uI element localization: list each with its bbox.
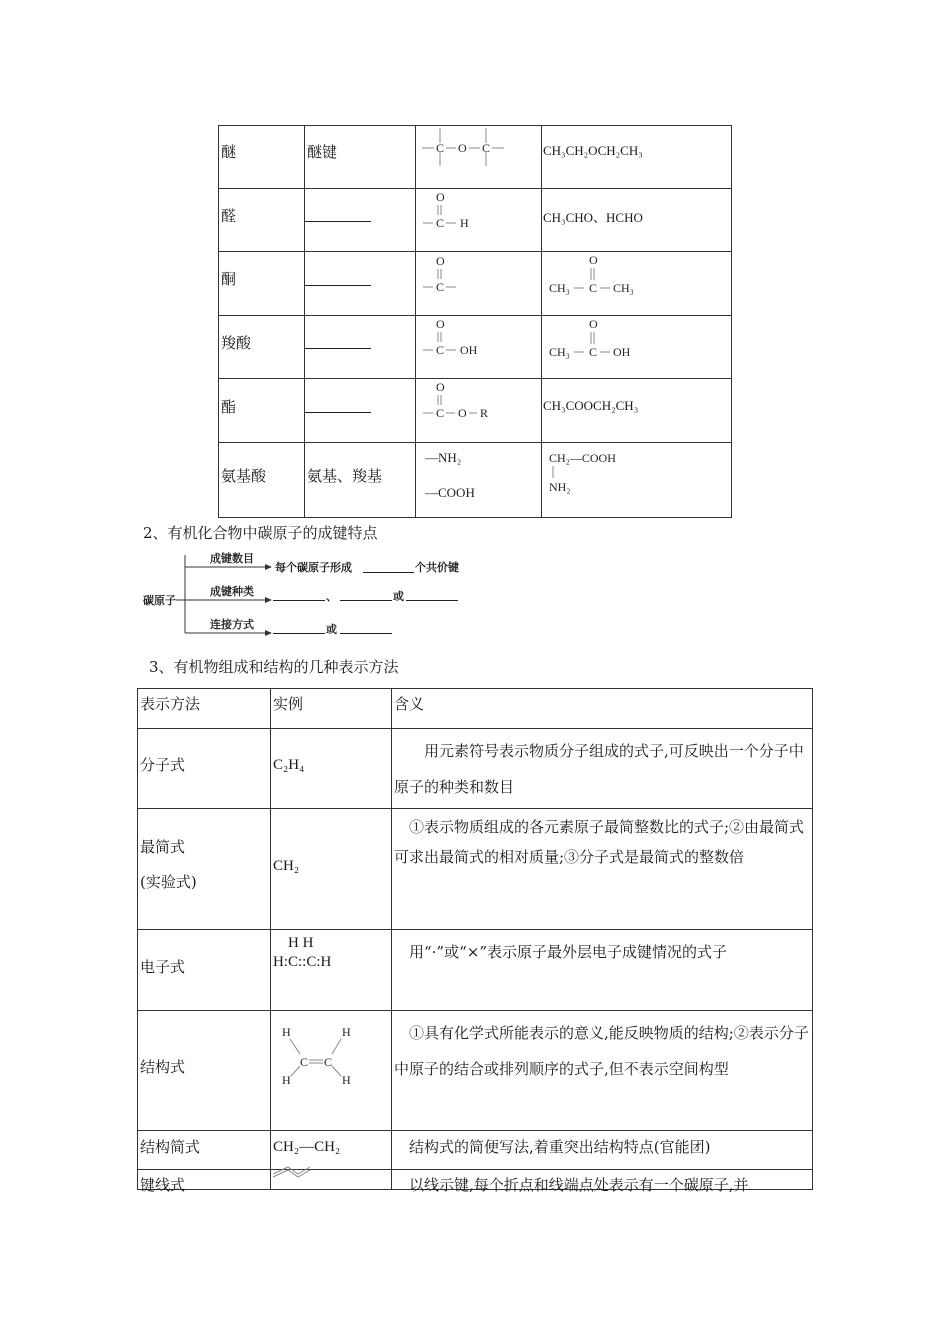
svg-text:C: C	[436, 406, 445, 420]
class-ether: 醚	[221, 143, 237, 161]
carboxyl-formula	[423, 317, 478, 357]
bond-type-label: 成键种类	[210, 585, 254, 598]
bond-count-text: 每个碳原子形成	[275, 561, 352, 574]
svg-text:OH: OH	[460, 343, 478, 357]
method-structural: 结构式	[140, 1058, 186, 1076]
svg-text:H: H	[282, 1073, 291, 1087]
svg-text:OH: OH	[613, 345, 631, 359]
acetone-formula	[549, 253, 634, 295]
example-ester: CH₃COOCH₂CH₃	[543, 398, 639, 413]
svg-text:CH₃: CH₃	[613, 281, 634, 295]
method-molecular: 分子式	[140, 756, 186, 774]
svg-text:C: C	[436, 280, 445, 294]
svg-text:H: H	[282, 1025, 291, 1039]
svg-text:CH₃: CH₃	[549, 345, 570, 359]
bond-count-label: 成键数目	[210, 552, 254, 565]
header-meaning: 含义	[394, 695, 425, 713]
svg-text:C: C	[589, 281, 598, 295]
meaning-molecular: 用元素符号表示物质分子组成的式子,可反映出一个分子中原子的种类和数目	[394, 742, 804, 796]
svg-text:—COOH: —COOH	[425, 485, 475, 500]
method-simplest-alt: (实验式)	[140, 873, 197, 891]
svg-text:R: R	[480, 406, 489, 420]
svg-text:H: H	[342, 1073, 351, 1087]
functional-group-table	[0, 0, 950, 530]
ketone-formula	[423, 254, 456, 294]
class-ketone: 酮	[221, 270, 237, 288]
example-electron-top: H H	[288, 935, 314, 951]
meaning-electron: 用“·”或“×”表示原子最外层电子成键情况的式子	[409, 943, 728, 961]
svg-text:O: O	[458, 406, 467, 420]
glycine-formula	[549, 451, 616, 494]
svg-text:C: C	[324, 1055, 333, 1069]
meaning-structural: ①具有化学式所能表示的意义,能反映物质的结构;②表示分子中原子的结合或排列顺序的式子,但不表示空间构型	[394, 1024, 809, 1078]
svg-text:H: H	[460, 216, 469, 230]
carbon-atom-label: 碳原子	[143, 594, 176, 607]
example-simplest: CH₂	[273, 858, 300, 874]
svg-text:O: O	[436, 254, 445, 268]
example-condensed: CH₂—CH₂	[273, 1139, 341, 1155]
svg-text:O: O	[589, 317, 598, 331]
section2-heading: 2、有机化合物中碳原子的成键特点	[143, 524, 378, 542]
class-acid: 羧酸	[221, 334, 252, 352]
acetic-acid-formula	[549, 317, 631, 359]
meaning-condensed: 结构式的简便写法,着重突出结构特点(官能团)	[409, 1138, 711, 1156]
svg-text:—NH₂: —NH₂	[425, 450, 462, 465]
svg-text:O: O	[458, 141, 467, 155]
svg-text:O: O	[436, 317, 445, 331]
bond-type-sep: 、	[326, 590, 337, 603]
svg-text:C: C	[436, 343, 445, 357]
svg-text:O: O	[436, 190, 445, 204]
meaning-simplest: ①表示物质组成的各元素原子最简整数比的式子;②由最简式可求出最简式的相对质量;③分子式是最简式的整数倍	[394, 818, 805, 866]
svg-text:NH₂: NH₂	[549, 480, 571, 494]
svg-text:O: O	[589, 253, 598, 267]
group-amino-acid: 氨基、羧基	[307, 467, 383, 485]
connection-label: 连接方式	[210, 618, 254, 631]
method-electron: 电子式	[140, 958, 186, 976]
class-amino-acid: 氨基酸	[221, 467, 267, 485]
svg-text:C: C	[436, 141, 445, 155]
example-aldehyde: CH₃CHO、HCHO	[543, 210, 643, 225]
svg-text:H: H	[342, 1025, 351, 1039]
svg-text:CH₃: CH₃	[549, 281, 570, 295]
bond-type-or: 或	[393, 590, 404, 603]
ethylene-structural-formula	[282, 1025, 351, 1087]
aldehyde-formula	[423, 190, 469, 230]
example-ether: CH₃CH₂OCH₂CH₃	[543, 143, 643, 158]
carbon-bonding-diagram	[0, 540, 950, 640]
ether-formula	[422, 128, 504, 166]
svg-text:C: C	[589, 345, 598, 359]
amino-acid-groups	[424, 450, 475, 500]
bond-count-suffix: 个共价键	[415, 561, 459, 574]
example-molecular: C₂H₄	[273, 757, 305, 773]
section3-heading: 3、有机物组成和结构的几种表示方法	[149, 658, 399, 676]
header-example: 实例	[273, 695, 304, 713]
method-simplest: 最简式	[140, 838, 186, 856]
svg-text:O: O	[436, 380, 445, 394]
svg-text:CH₂—COOH: CH₂—COOH	[549, 451, 616, 465]
svg-text:C: C	[482, 141, 491, 155]
svg-text:C: C	[300, 1055, 309, 1069]
example-electron-bottom: H:C::C:H	[273, 954, 332, 970]
group-ether: 醚键	[307, 143, 338, 161]
method-skeletal: 键线式	[140, 1176, 186, 1194]
ester-formula	[423, 380, 488, 420]
connection-or: 或	[326, 623, 337, 636]
class-aldehyde: 醛	[221, 207, 237, 225]
meaning-skeletal: 以线示键,每个折点和线端点处表示有一个碳原子,并	[409, 1176, 749, 1194]
header-method: 表示方法	[140, 695, 201, 713]
method-condensed: 结构简式	[140, 1138, 201, 1156]
class-ester: 酯	[221, 398, 237, 416]
svg-text:C: C	[436, 216, 445, 230]
